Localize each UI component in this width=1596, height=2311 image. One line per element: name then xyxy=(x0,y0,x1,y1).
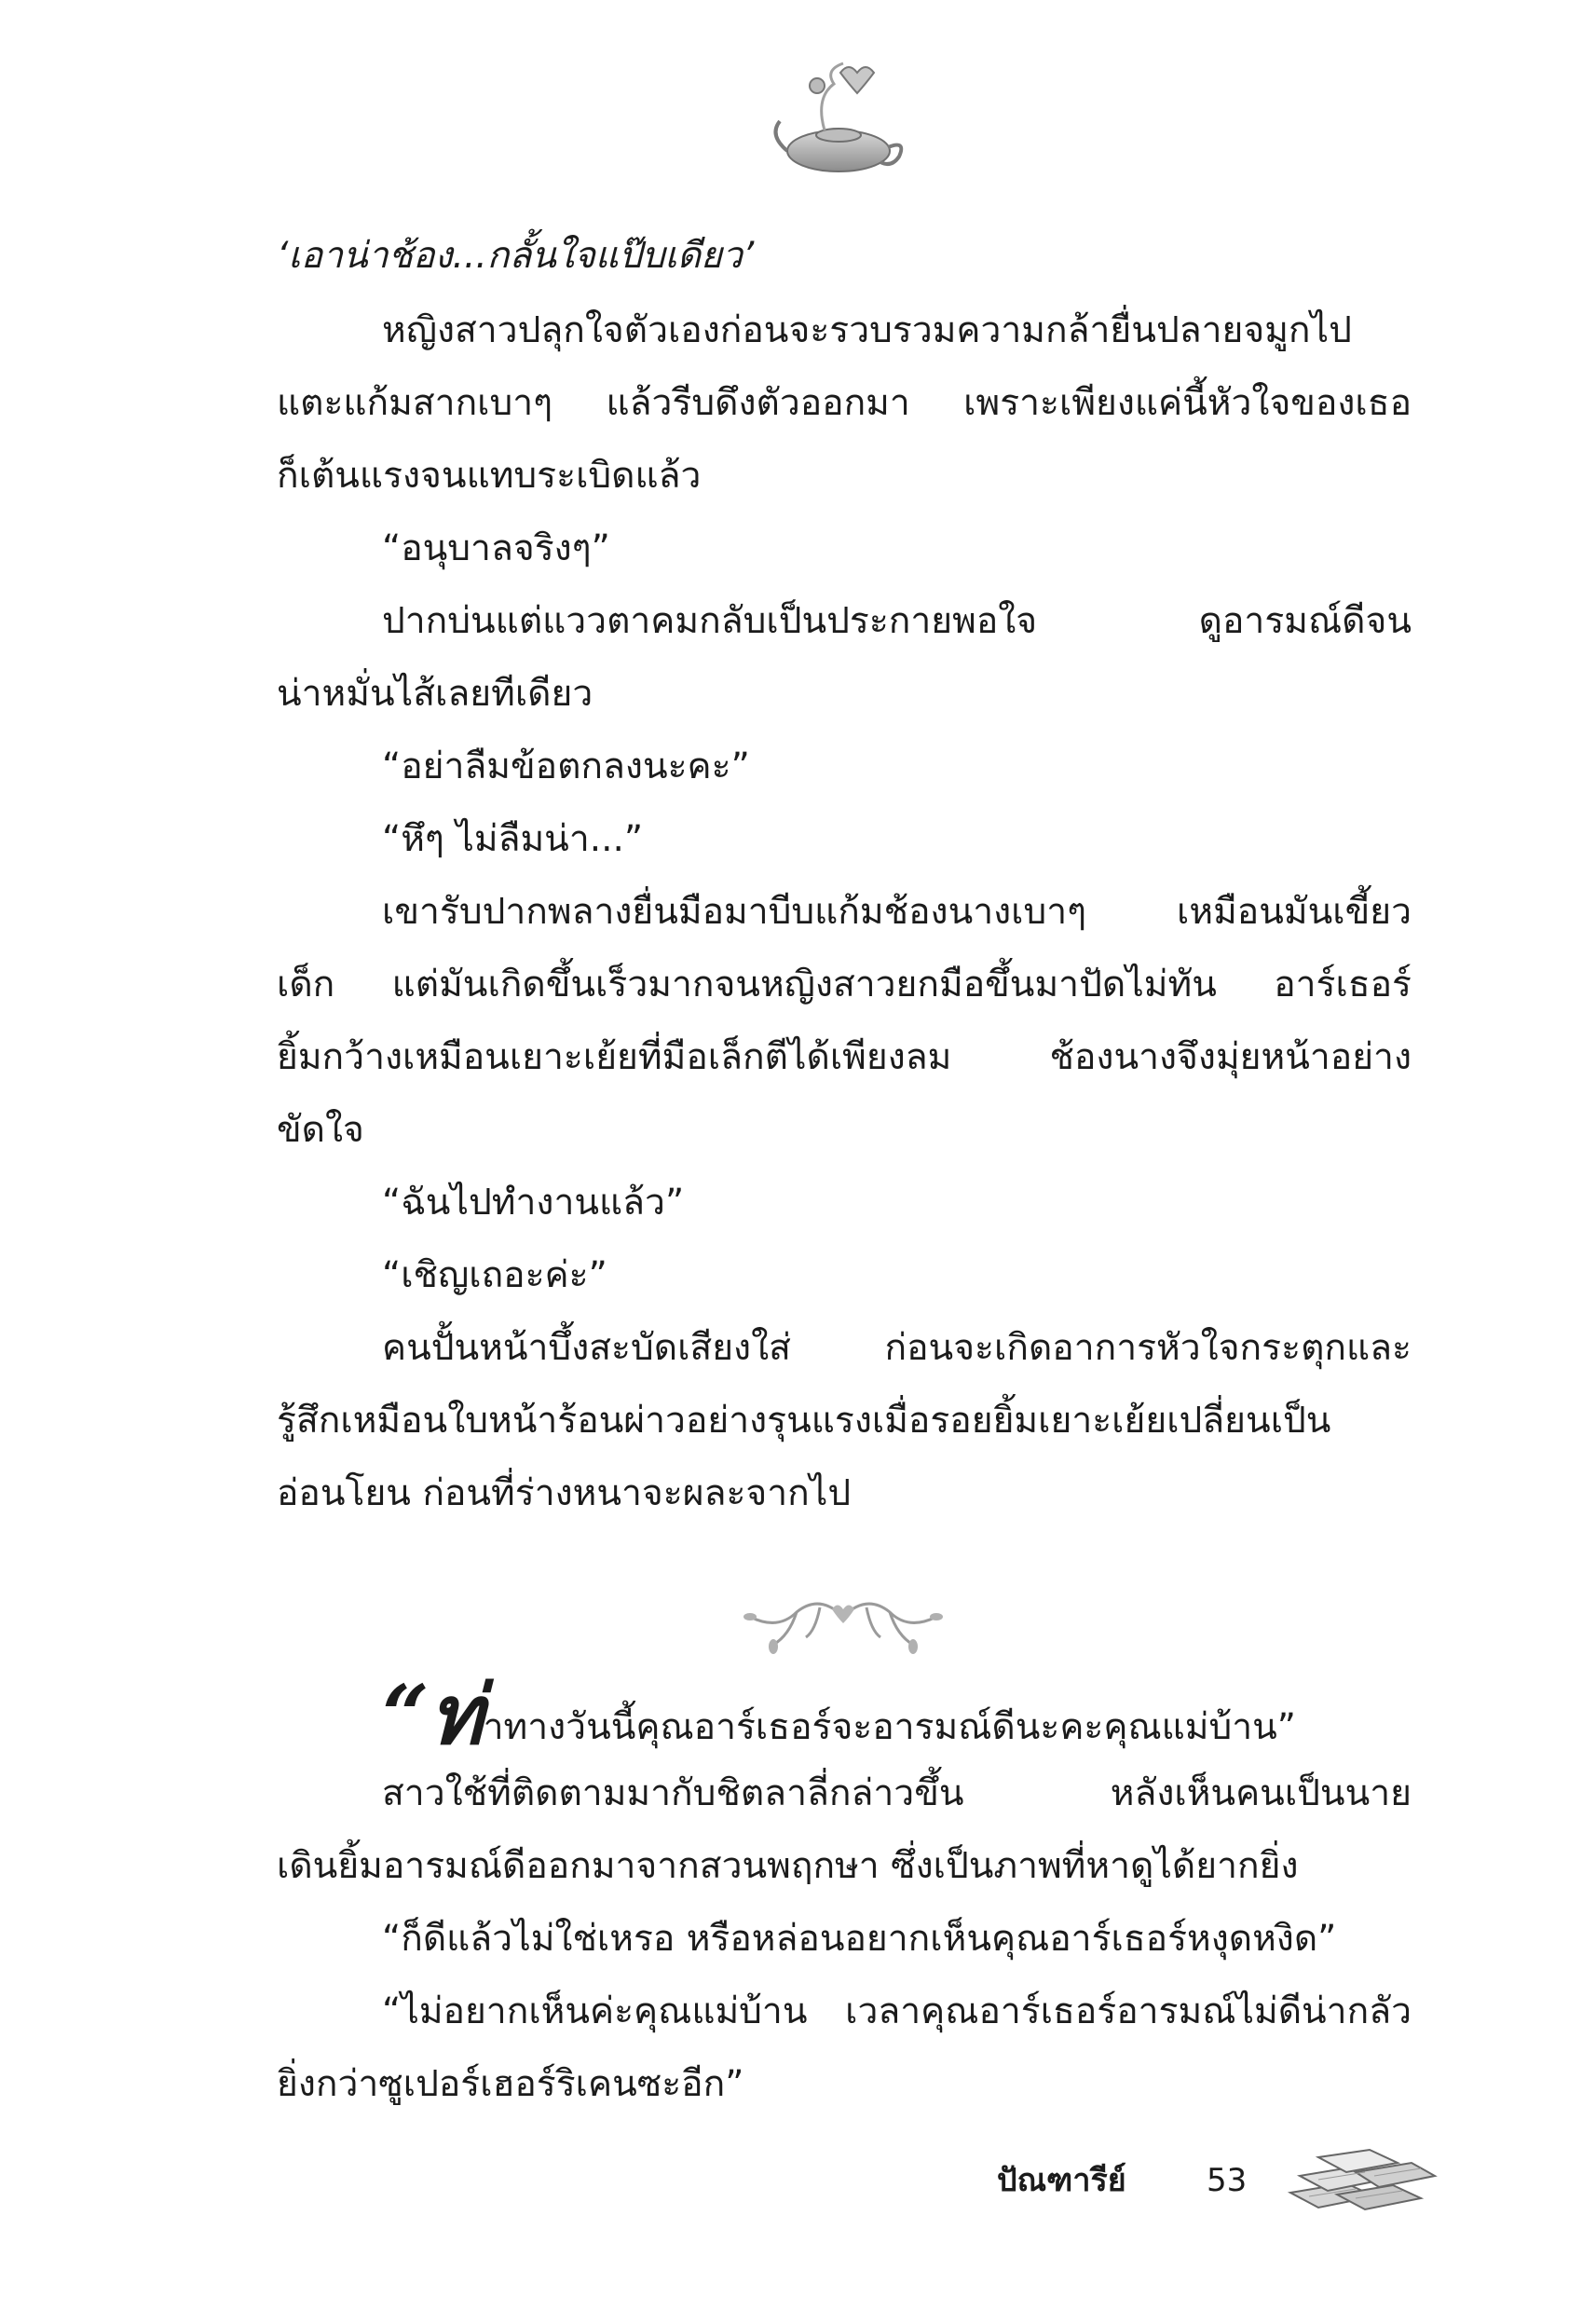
paragraph-line: ขัดใจ xyxy=(277,1109,364,1151)
paragraph-line: อ่อนโยน ก่อนที่ร่างหนาจะผละจากไป xyxy=(277,1472,852,1514)
paragraph-line: ปากบ่นแต่แววตาคมกลับเป็นประกายพอใจ ดูอารมณ์ดีจน xyxy=(382,600,1412,642)
paragraph-line: “ไม่อยากเห็นค่ะคุณแม่บ้าน เวลาคุณอาร์เธอร์อารมณ์ไม่ดีน่ากลัว xyxy=(382,1990,1412,2032)
paragraph-line: ก็เต้นแรงจนแทบระเบิดแล้ว xyxy=(277,455,702,497)
paragraph-line: คนปั้นหน้าบึ้งสะบัดเสียงใส่ ก่อนจะเกิดอาการหัวใจกระตุกและ xyxy=(382,1327,1412,1369)
paragraph-line: น่าหมั่นไส้เลยทีเดียว xyxy=(277,673,593,715)
paragraph-line: “หึๆ ไม่ลืมน่า...” xyxy=(382,818,644,860)
paragraph-line: เดินยิ้มอารมณ์ดีออกมาจากสวนพฤกษา ซึ่งเป็นภาพที่หาดูได้ยากยิ่ง xyxy=(277,1845,1299,1887)
teapot-heart-ornament-icon xyxy=(759,47,908,186)
paragraph-line: ยิ้มกว้างเหมือนเยาะเย้ยที่มือเล็กตีได้เพียงลม ช้องนางจึงมุ่ยหน้าอย่าง xyxy=(277,1036,1412,1078)
paragraph-line: “อนุบาลจริงๆ” xyxy=(382,527,610,569)
book-stack-ornament-icon xyxy=(1281,2139,1439,2213)
paragraph-line: แตะแก้มสากเบาๆ แล้วรีบดึงตัวออกมา เพราะเพียงแค่นี้หัวใจของเธอ xyxy=(277,382,1412,424)
paragraph-line: “ฉันไปทำงานแล้ว” xyxy=(382,1182,685,1224)
paragraph-line: สาวใช้ที่ติดตามมากับชิตลาลี่กล่าวขึ้น หลังเห็นคนเป็นนาย xyxy=(382,1772,1412,1814)
floral-divider-icon xyxy=(731,1579,955,1663)
dropcap-paragraph-line xyxy=(382,1666,1412,1763)
paragraph-line: ‘เอาน่าช้อง...กลั้นใจแป๊บเดียว’ xyxy=(277,235,755,277)
dropcap-line-rest: าทางวันนี้คุณอาร์เธอร์จะอารมณ์ดีนะคะคุณแม่บ้าน” xyxy=(483,1706,1297,1748)
paragraph-line: ยิ่งกว่าซูเปอร์เฮอร์ริเคนซะอีก” xyxy=(277,2063,744,2105)
dropcap-letter: “ท่ xyxy=(382,1666,484,1763)
paragraph-line: เขารับปากพลางยื่นมือมาบีบแก้มช้องนางเบาๆ เหมือนมันเขี้ยว xyxy=(382,891,1412,933)
paragraph-line: รู้สึกเหมือนใบหน้าร้อนผ่าวอย่างรุนแรงเมื่อรอยยิ้มเยาะเย้ยเปลี่ยนเป็น xyxy=(277,1400,1331,1442)
book-title: ปัณฑารีย์ xyxy=(997,2162,1126,2199)
paragraph-line: “เชิญเถอะค่ะ” xyxy=(382,1254,607,1296)
paragraph-line: หญิงสาวปลุกใจตัวเองก่อนจะรวบรวมความกล้ายื่นปลายจมูกไป xyxy=(382,309,1352,351)
paragraph-line: “อย่าลืมข้อตกลงนะคะ” xyxy=(382,745,750,787)
paragraph-line: “ก็ดีแล้วไม่ใช่เหรอ หรือหล่อนอยากเห็นคุณอาร์เธอร์หงุดหงิด” xyxy=(382,1918,1337,1960)
paragraph-line: เด็ก แต่มันเกิดขึ้นเร็วมากจนหญิงสาวยกมือขึ้นมาปัดไม่ทัน อาร์เธอร์ xyxy=(277,964,1412,1005)
page-number: 53 xyxy=(1207,2162,1248,2199)
